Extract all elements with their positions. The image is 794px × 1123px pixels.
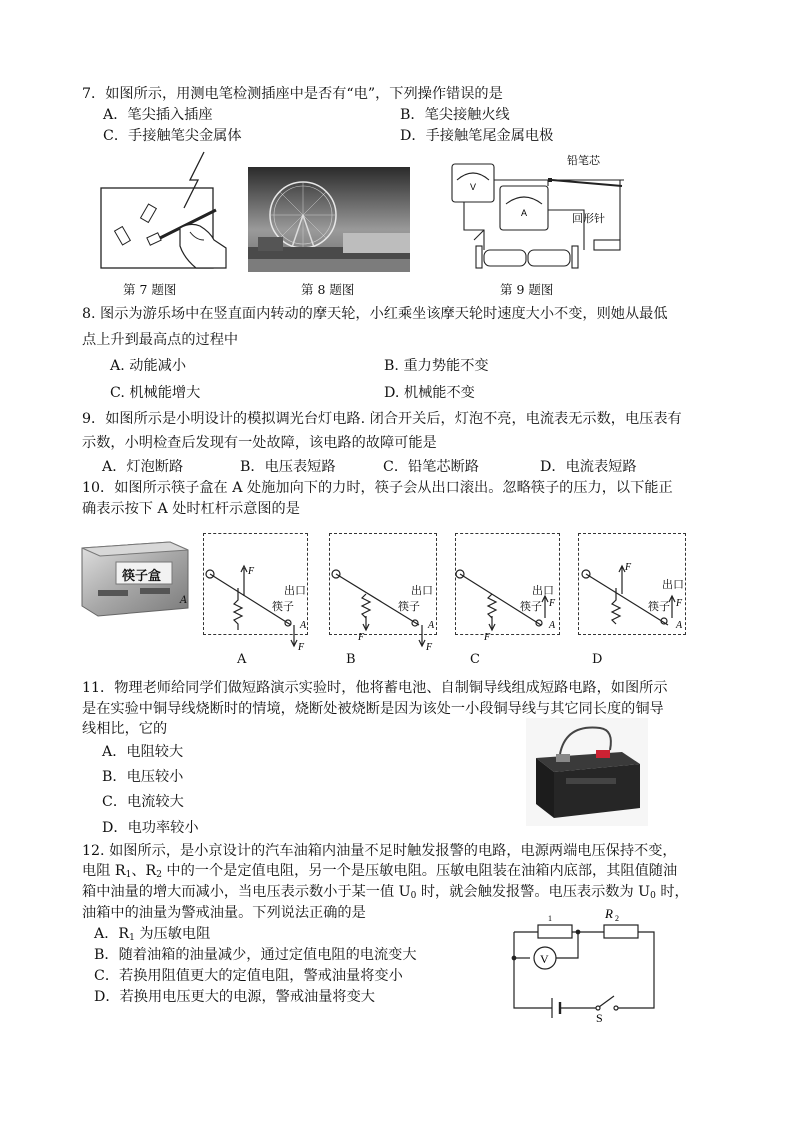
q7-option-d: D．手接触笔尾金属电极: [400, 128, 554, 144]
q10-a-point: A: [300, 620, 307, 631]
q9-option-a: A．灯泡断路: [102, 459, 184, 475]
q12-option-a-text1: A．R: [94, 926, 130, 942]
fig9-caption: 第 9 题图: [500, 282, 554, 297]
q8-option-b: B. 重力势能不变: [384, 358, 489, 374]
q10-a-outlet: 出口: [284, 584, 306, 597]
q7-stem: 7．如图所示，用测电笔检测插座中是否有“电”，下列操作错误的是: [82, 86, 503, 102]
q11-option-d: D．电功率较小: [102, 820, 199, 836]
q8-option-c: C. 机械能增大: [110, 385, 201, 401]
q12-line2-a: 电阻 R: [82, 863, 126, 879]
q12-option-a-sub: 1: [129, 933, 135, 943]
q10-b-f2: F: [358, 632, 365, 643]
q10-c-point: A: [549, 620, 556, 631]
q11-option-c: C．电流较大: [102, 794, 184, 810]
q12-sub-2: 2: [156, 870, 162, 880]
q11-stem-line3: 线相比，它的: [82, 721, 168, 737]
q12-line3-b: 时，就会触发报警。电压表示数为 U: [416, 884, 651, 900]
q11-battery-photo: [526, 718, 648, 826]
q12-option-b: B．随着油箱的油量减少，通过定值电阻的电流变大: [94, 947, 417, 963]
q10-stem-line1: 10．如图所示筷子盒在 A 处施加向下的力时，筷子会从出口滚出。忽略筷子的压力，以下能正: [82, 480, 673, 496]
q10-label-b: B: [346, 652, 356, 667]
q12-sub-0b: 0: [650, 891, 656, 901]
q12-line3-c: 时，: [655, 884, 689, 900]
q12-stem-line1: 12. 如图所示，是小京设计的汽车油箱内油量不足时触发报警的电路，电源两端电压保持不变，: [82, 843, 677, 859]
q11-option-b: B．电压较小: [102, 769, 184, 785]
q10-c-f2: F: [484, 632, 491, 643]
q12-circuit-s: S: [596, 1011, 603, 1022]
q12-line2-b: 、R: [131, 863, 157, 879]
q9-option-b: B．电压表短路: [240, 459, 336, 475]
q10-b-outlet: 出口: [411, 584, 433, 597]
q12-sub-1: 1: [125, 870, 132, 880]
q12-stem-line4: 油箱中的油量为警戒油量。下列说法正确的是: [82, 905, 366, 921]
q9-stem-line2: 示数，小明检查后发现有一处故障，该电路的故障可能是: [82, 435, 437, 451]
q10-chopstick-box-photo: [78, 538, 190, 618]
q10-label-c: C: [470, 652, 480, 667]
q10-lever-drawings: [196, 530, 696, 660]
q8-stem-line1: 8. 图示为游乐场中在竖直面内转动的摩天轮，小红乘坐该摩天轮时速度大小不变，则她从最低: [82, 306, 668, 322]
q12-stem-line2: [82, 862, 677, 884]
q12-circuit-v: V: [540, 952, 549, 966]
q10-d-chopstick: 筷子: [648, 600, 670, 613]
q10-b-chopstick: 筷子: [398, 600, 420, 613]
q12-option-a-text2: 为压敏电阻: [134, 926, 211, 942]
fig9-a-label: A: [521, 208, 528, 218]
q10-a-f1: F: [298, 642, 305, 653]
fig9-clip-label: 回形针: [572, 212, 605, 225]
q9-option-c: C．铅笔芯断路: [383, 459, 479, 475]
q12-circuit-diagram: [508, 898, 660, 1022]
q12-circuit-r1-sub: 1: [548, 914, 552, 923]
q10-c-chopstick: 筷子: [520, 600, 542, 613]
q10-label-a: A: [237, 652, 247, 667]
q9-option-d: D．电流表短路: [540, 459, 637, 475]
q10-d-f2: F: [625, 562, 632, 573]
q9-stem-line1: 9．如图所示是小明设计的模拟调光台灯电路. 闭合开关后，灯泡不亮，电流表无示数，电压表有: [82, 411, 682, 427]
q11-stem-line1: 11．物理老师给同学们做短路演示实验时，他将蓄电池、自制铜导线组成短路电路，如图所示: [82, 680, 668, 696]
q10-label-d: D: [592, 652, 603, 667]
fig8-caption: 第 8 题图: [301, 282, 355, 297]
q12-circuit-r2: R: [605, 906, 613, 921]
q7-option-c: C．手接触笔尖金属体: [103, 128, 242, 144]
q12-line2-c: 中的一个是定值电阻，另一个是压敏电阻。压敏电阻装在油箱内底部，其阻值随油: [161, 863, 678, 879]
q10-stem-line2: 确表示按下 A 处时杠杆示意图的是: [82, 501, 300, 517]
q10-a-f2: F: [248, 566, 255, 577]
q12-line3-a: 箱中油量的增大而减小，当电压表示数小于某一值 U: [82, 884, 411, 900]
fig7-socket-image: [98, 150, 233, 270]
q8-option-a: A. 动能减小: [110, 358, 187, 374]
q10-d-outlet: 出口: [662, 578, 684, 591]
q10-b-point: A: [428, 620, 435, 631]
q12-option-d: D．若换用电压更大的电源，警戒油量将变大: [94, 989, 375, 1005]
q10-box-label: 筷子盒: [122, 569, 162, 584]
q12-option-c: C．若换用阻值更大的定值电阻，警戒油量将变小: [94, 968, 403, 984]
q10-d-f1: F: [676, 598, 683, 609]
q10-d-point: A: [676, 620, 683, 631]
q7-option-b: B．笔尖接触火线: [400, 107, 510, 123]
q10-c-f1: F: [549, 598, 556, 609]
q10-a-chopstick: 筷子: [272, 600, 294, 613]
q10-box-point: A: [180, 595, 188, 606]
q12-sub-0a: 0: [410, 891, 417, 901]
q12-option-a: [94, 925, 210, 947]
fig9-v-label: V: [470, 182, 477, 192]
fig9-pencil-label: 铅笔芯: [567, 154, 600, 167]
q8-option-d: D. 机械能不变: [384, 385, 475, 401]
q10-c-outlet: 出口: [532, 584, 554, 597]
fig8-ferris-wheel-photo: [248, 167, 410, 272]
q11-stem-line2: 是在实验中铜导线烧断时的情境，烧断处被烧断是因为该处一小段铜导线与其它同长度的铜导: [82, 701, 664, 717]
q7-option-a: A．笔尖插入插座: [103, 107, 213, 123]
q10-b-f1: F: [426, 642, 433, 653]
fig9-circuit-image: [444, 150, 634, 275]
q12-circuit-r2-sub: 2: [615, 914, 619, 923]
q11-option-a: A．电阻较大: [102, 744, 184, 760]
fig7-caption: 第 7 题图: [123, 282, 177, 297]
q8-stem-line2: 点上升到最高点的过程中: [82, 332, 239, 348]
